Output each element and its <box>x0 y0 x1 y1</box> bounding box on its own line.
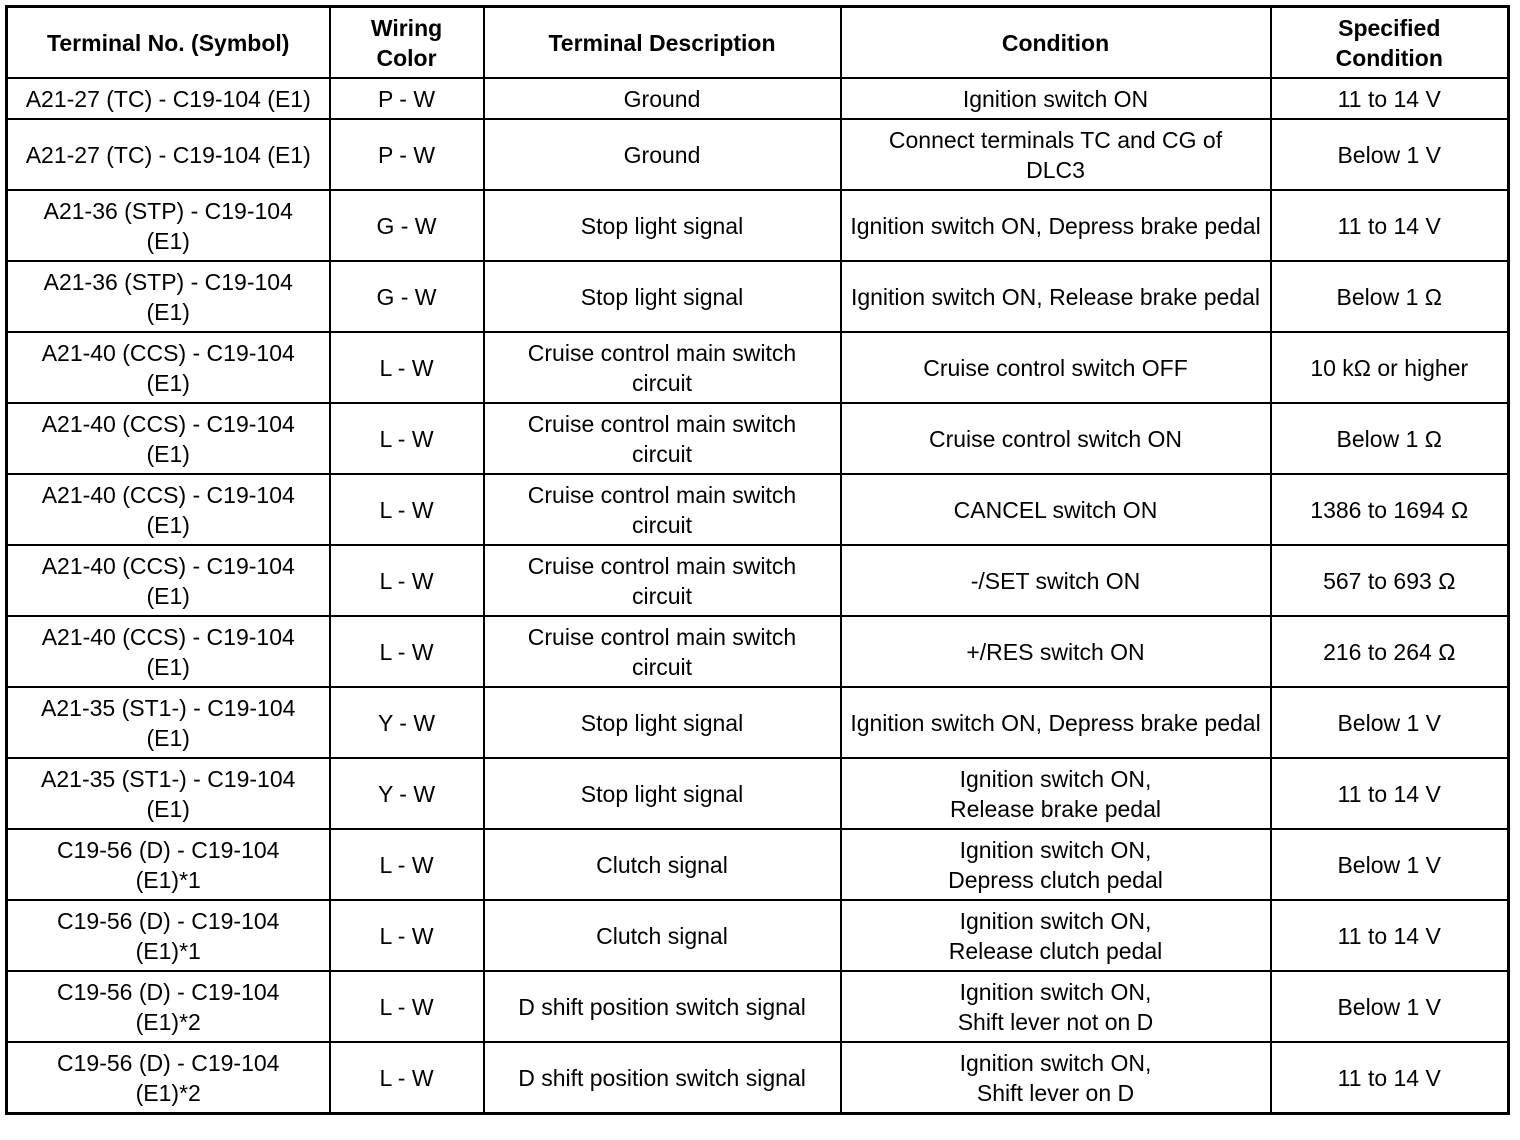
specified-condition-cell: 11 to 14 V <box>1271 78 1509 119</box>
condition-cell: Ignition switch ON, Shift lever on D <box>841 1042 1271 1114</box>
specified-condition-cell: Below 1 V <box>1271 971 1509 1042</box>
wiring-color-cell: L - W <box>330 900 484 971</box>
specified-condition-cell: 10 kΩ or higher <box>1271 332 1509 403</box>
specified-condition-cell: Below 1 Ω <box>1271 261 1509 332</box>
wiring-color-cell: L - W <box>330 474 484 545</box>
condition-cell: Cruise control switch ON <box>841 403 1271 474</box>
specified-condition-cell: Below 1 Ω <box>1271 403 1509 474</box>
table-row <box>7 687 1509 758</box>
wiring-color-cell: G - W <box>330 261 484 332</box>
table-row <box>7 900 1509 971</box>
terminal-cell: C19-56 (D) - C19-104 (E1)*1 <box>7 829 330 900</box>
terminal-cell: A21-27 (TC) - C19-104 (E1) <box>7 78 330 119</box>
condition-cell: Ignition switch ON <box>841 78 1271 119</box>
table-row <box>7 971 1509 1042</box>
description-cell: Cruise control main switch circuit <box>484 332 841 403</box>
wiring-color-cell: G - W <box>330 190 484 261</box>
terminal-cell: A21-27 (TC) - C19-104 (E1) <box>7 119 330 190</box>
specified-condition-cell: 11 to 14 V <box>1271 900 1509 971</box>
description-cell: Cruise control main switch circuit <box>484 474 841 545</box>
specified-condition-cell: Below 1 V <box>1271 829 1509 900</box>
wiring-color-cell: L - W <box>330 616 484 687</box>
condition-cell: -/SET switch ON <box>841 545 1271 616</box>
specified-condition-cell: 567 to 693 Ω <box>1271 545 1509 616</box>
description-cell: Cruise control main switch circuit <box>484 545 841 616</box>
table-row <box>7 119 1509 190</box>
description-cell: Stop light signal <box>484 758 841 829</box>
terminal-cell: C19-56 (D) - C19-104 (E1)*2 <box>7 1042 330 1114</box>
specified-condition-cell: 11 to 14 V <box>1271 1042 1509 1114</box>
condition-cell: CANCEL switch ON <box>841 474 1271 545</box>
specified-condition-cell: 216 to 264 Ω <box>1271 616 1509 687</box>
terminal-cell: A21-40 (CCS) - C19-104 (E1) <box>7 474 330 545</box>
wiring-color-cell: L - W <box>330 971 484 1042</box>
terminal-cell: A21-35 (ST1-) - C19-104 (E1) <box>7 758 330 829</box>
condition-cell: Ignition switch ON, Release brake pedal <box>841 758 1271 829</box>
condition-cell: +/RES switch ON <box>841 616 1271 687</box>
header-terminal-no: Terminal No. (Symbol) <box>7 7 330 79</box>
condition-cell: Connect terminals TC and CG of DLC3 <box>841 119 1271 190</box>
terminal-cell: A21-35 (ST1-) - C19-104 (E1) <box>7 687 330 758</box>
table-row <box>7 474 1509 545</box>
specified-condition-cell: Below 1 V <box>1271 119 1509 190</box>
wiring-color-cell: P - W <box>330 78 484 119</box>
terminal-cell: A21-36 (STP) - C19-104 (E1) <box>7 261 330 332</box>
table-row <box>7 1042 1509 1114</box>
table-row <box>7 616 1509 687</box>
table-header-row <box>7 7 1509 79</box>
table-row <box>7 545 1509 616</box>
terminal-cell: A21-36 (STP) - C19-104 (E1) <box>7 190 330 261</box>
wiring-color-cell: L - W <box>330 332 484 403</box>
terminal-cell: C19-56 (D) - C19-104 (E1)*2 <box>7 971 330 1042</box>
condition-cell: Ignition switch ON, Release brake pedal <box>841 261 1271 332</box>
description-cell: Cruise control main switch circuit <box>484 403 841 474</box>
wiring-color-cell: L - W <box>330 829 484 900</box>
specified-condition-cell: 11 to 14 V <box>1271 190 1509 261</box>
description-cell: Clutch signal <box>484 829 841 900</box>
table-row <box>7 403 1509 474</box>
table-row <box>7 78 1509 119</box>
wiring-color-cell: Y - W <box>330 687 484 758</box>
description-cell: Cruise control main switch circuit <box>484 616 841 687</box>
terminal-cell: A21-40 (CCS) - C19-104 (E1) <box>7 403 330 474</box>
table-row <box>7 758 1509 829</box>
table-row <box>7 190 1509 261</box>
terminal-cell: A21-40 (CCS) - C19-104 (E1) <box>7 616 330 687</box>
terminal-cell: C19-56 (D) - C19-104 (E1)*1 <box>7 900 330 971</box>
header-terminal-description: Terminal Description <box>484 7 841 79</box>
description-cell: Stop light signal <box>484 687 841 758</box>
description-cell: Ground <box>484 119 841 190</box>
description-cell: Ground <box>484 78 841 119</box>
table-row <box>7 332 1509 403</box>
terminal-inspection-table <box>5 5 1510 1115</box>
header-specified-condition: Specified Condition <box>1271 7 1509 79</box>
specified-condition-cell: 11 to 14 V <box>1271 758 1509 829</box>
condition-cell: Ignition switch ON, Depress clutch pedal <box>841 829 1271 900</box>
specified-condition-cell: Below 1 V <box>1271 687 1509 758</box>
table-row <box>7 261 1509 332</box>
wiring-color-cell: L - W <box>330 1042 484 1114</box>
condition-cell: Ignition switch ON, Depress brake pedal <box>841 190 1271 261</box>
header-wiring-color: Wiring Color <box>330 7 484 79</box>
wiring-color-cell: L - W <box>330 403 484 474</box>
wiring-color-cell: P - W <box>330 119 484 190</box>
condition-cell: Ignition switch ON, Release clutch pedal <box>841 900 1271 971</box>
terminal-cell: A21-40 (CCS) - C19-104 (E1) <box>7 332 330 403</box>
condition-cell: Cruise control switch OFF <box>841 332 1271 403</box>
condition-cell: Ignition switch ON, Shift lever not on D <box>841 971 1271 1042</box>
specified-condition-cell: 1386 to 1694 Ω <box>1271 474 1509 545</box>
description-cell: D shift position switch signal <box>484 971 841 1042</box>
table-row <box>7 829 1509 900</box>
condition-cell: Ignition switch ON, Depress brake pedal <box>841 687 1271 758</box>
header-condition: Condition <box>841 7 1271 79</box>
wiring-color-cell: L - W <box>330 545 484 616</box>
wiring-color-cell: Y - W <box>330 758 484 829</box>
description-cell: D shift position switch signal <box>484 1042 841 1114</box>
description-cell: Stop light signal <box>484 190 841 261</box>
description-cell: Clutch signal <box>484 900 841 971</box>
description-cell: Stop light signal <box>484 261 841 332</box>
terminal-cell: A21-40 (CCS) - C19-104 (E1) <box>7 545 330 616</box>
